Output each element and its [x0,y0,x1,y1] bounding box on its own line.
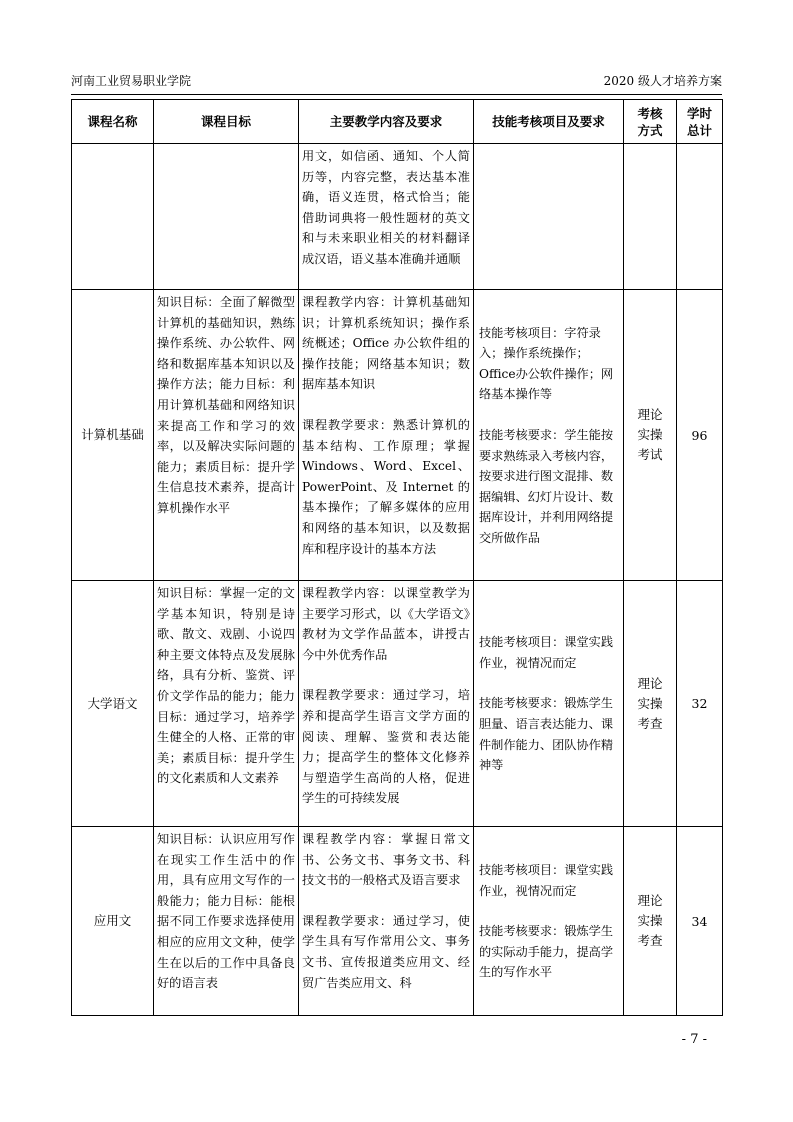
course-goal: 知识目标：掌握一定的文学基本知识，特别是诗歌、散文、戏剧、小说四种主要文体特点及发展脉络，具有分析、鉴赏、评价文学作品的能力；能力目标：通过学习，培养学生健全的人格、正常的审美；素质目标：提升学生的文化素质和人文素养 [154,581,299,827]
teaching-content [299,581,474,827]
col-header-content: 主要教学内容及要求 [299,100,474,144]
assessment-method [624,290,677,581]
page-header [71,71,722,91]
school-name: 河南工业贸易职业学院 [71,74,192,88]
assessment-method [624,581,677,827]
method-line: 理论 [637,407,663,422]
skill-items: 技能考核项目：课堂实践作业，视情况而定 [479,863,614,898]
page-number: - 7 - [681,1032,707,1047]
method-line: 理论 [637,675,663,691]
course-table [71,99,723,1016]
teaching-content [299,827,474,1016]
skill-requirements: 技能考核要求：锻炼学生胆量、语言表达能力、课件制作能力、团队协作精神等 [479,696,614,773]
course-goal: 知识目标：认识应用写作在现实工作生活中的作用，具有应用文写作的一般能力；能力目标：能根据不同工作要求选择使用相应的应用文文种，使学生在以后的工作中具备良好的语言表 [154,827,299,1016]
method-line: 考查 [637,715,663,731]
col-header-hours-line1: 学时 [686,105,712,121]
skill-assessment [474,290,624,581]
continuation-content: 用文，如信函、通知、个人简历等，内容完整，表达基本准确，语义连贯，格式恰当；能借助词典将一般性题材的英文和与未来职业相关的材料翻译成汉语，语义基本准确并通顺 [299,144,474,290]
course-name: 计算机基础 [72,290,154,581]
skill-items: 技能考核项目：字符录入；操作系统操作；Office办公软件操作；网络基本操作等 [479,325,614,402]
table-header-row [72,100,723,144]
col-header-method-line1: 考核 [637,105,663,121]
method-line: 实操 [637,427,663,442]
col-header-skill: 技能考核项目及要求 [474,100,624,144]
assessment-method [624,827,677,1016]
content-items: 课程教学内容：掌握日常文书、公务文书、事务文书、科技文书的一般格式及语言要求 [302,832,470,888]
table-row [72,290,723,581]
total-hours: 34 [677,827,723,1016]
content-items: 课程教学内容：计算机基础知识；计算机系统知识；操作系统概述；Office 办公软件组的操作技能；网络基本知识；数据库基本知识 [302,295,470,392]
col-header-hours [677,100,723,144]
course-name: 大学语文 [72,581,154,827]
method-line: 理论 [637,893,663,908]
table-row-continuation [72,144,723,290]
total-hours: 96 [677,290,723,581]
course-name: 应用文 [72,827,154,1016]
skill-requirements: 技能考核要求：学生能按要求熟练录入考核内容，按要求进行图文混排、数据编辑、幻灯片设计、数据库设计，并利用网络提交所做作品 [479,427,614,545]
col-header-course-name: 课程名称 [72,100,154,144]
method-line: 实操 [637,913,663,928]
teaching-content [299,290,474,581]
document-title: 2020 级人才培养方案 [603,74,722,88]
content-requirements: 课程教学要求：通过学习，使学生具有写作常用公文、事务文书、宣传报道类应用文、经贸广告类应用文、科 [302,913,470,990]
total-hours: 32 [677,581,723,827]
table-row [72,581,723,827]
method-line: 实操 [637,695,663,711]
skill-assessment [474,581,624,827]
course-goal: 知识目标：全面了解微型计算机的基础知识，熟练操作系统、办公软件、网络和数据库基本知识以及操作方法；能力目标：利用计算机基础和网络知识来提高工作和学习的效率，以及解决实际问题的能力；素质目标：提升学生信息技术素养，提高计算机操作水平 [154,290,299,581]
skill-items: 技能考核项目：课堂实践作业，视情况而定 [479,635,614,670]
table-row [72,827,723,1016]
col-header-hours-line2: 总计 [686,122,712,138]
skill-requirements: 技能考核要求：锻炼学生的实际动手能力，提高学生的写作水平 [479,924,614,980]
col-header-method [624,100,677,144]
skill-assessment [474,827,624,1016]
content-requirements: 课程教学要求：通过学习，培养和提高学生语言文学方面的阅读、理解、鉴赏和表达能力；提高学生的整体文化修养与塑造学生高尚的人格，促进学生的可持续发展 [302,688,470,806]
content-items: 课程教学内容：以课堂教学为主要学习形式，以《大学语文》教材为文学作品蓝本，讲授古今中外优秀作品 [302,586,470,662]
header-divider [71,94,722,95]
col-header-method-line2: 方式 [637,122,663,138]
method-line: 考查 [637,933,663,948]
content-requirements: 课程教学要求：熟悉计算机的基本结构、工作原理；掌握 Windows、Word、Excel、PowerPoint、及 Internet 的基本操作；了解多媒体的应用和网络的基本知识，以及数据库和程序设计的基本方法 [302,417,470,556]
col-header-course-goal: 课程目标 [154,100,299,144]
method-line: 考试 [637,447,663,462]
